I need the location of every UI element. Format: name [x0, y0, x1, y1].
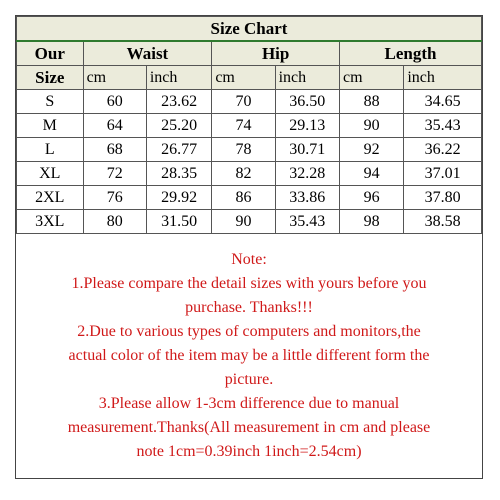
length-inch: 36.22	[404, 138, 482, 162]
hip-inch: 33.86	[275, 186, 339, 210]
length-inch: 37.80	[404, 186, 482, 210]
table-header-row	[17, 41, 482, 66]
length-cm: 90	[339, 114, 403, 138]
hip-inch: 29.13	[275, 114, 339, 138]
unit-cell: cm	[339, 66, 403, 90]
note-section	[16, 248, 482, 464]
table-title: Size Chart	[17, 17, 482, 42]
waist-inch: 31.50	[146, 210, 211, 234]
size-label: S	[17, 90, 84, 114]
note-line: measurement.Thanks(All measurement in cm and please	[67, 419, 431, 436]
table-row	[17, 186, 482, 210]
note-line: note 1cm=0.39inch 1inch=2.54cm)	[136, 443, 362, 460]
note-line: picture.	[224, 371, 274, 388]
header-our-size-line2: Size	[17, 66, 84, 90]
hip-inch: 35.43	[275, 210, 339, 234]
table-row	[17, 90, 482, 114]
size-label: XL	[17, 162, 84, 186]
table-row	[17, 138, 482, 162]
table-title-row	[17, 17, 482, 42]
hip-cm: 78	[212, 138, 275, 162]
length-cm: 94	[339, 162, 403, 186]
note-line: purchase. Thanks!!!	[185, 299, 313, 316]
unit-cell: inch	[146, 66, 211, 90]
table-row	[17, 162, 482, 186]
unit-cell: inch	[404, 66, 482, 90]
waist-cm: 76	[83, 186, 146, 210]
size-label: M	[17, 114, 84, 138]
table-units-row	[17, 66, 482, 90]
length-inch: 34.65	[404, 90, 482, 114]
length-cm: 88	[339, 90, 403, 114]
unit-cell: inch	[275, 66, 339, 90]
waist-inch: 29.92	[146, 186, 211, 210]
table-row	[17, 114, 482, 138]
hip-cm: 82	[212, 162, 275, 186]
hip-cm: 86	[212, 186, 275, 210]
hip-inch: 36.50	[275, 90, 339, 114]
hip-cm: 90	[212, 210, 275, 234]
note-line: 1.Please compare the detail sizes with yours before you	[71, 275, 427, 292]
note-line: 2.Due to various types of computers and monitors,the	[77, 323, 421, 340]
length-cm: 96	[339, 186, 403, 210]
note-line: 3.Please allow 1-3cm difference due to manual	[98, 395, 400, 412]
header-waist: Waist	[83, 41, 212, 66]
hip-inch: 30.71	[275, 138, 339, 162]
waist-inch: 23.62	[146, 90, 211, 114]
length-cm: 98	[339, 210, 403, 234]
note-heading: Note:	[231, 251, 267, 268]
size-chart-table	[16, 16, 482, 234]
hip-cm: 70	[212, 90, 275, 114]
length-inch: 35.43	[404, 114, 482, 138]
waist-cm: 72	[83, 162, 146, 186]
size-label: L	[17, 138, 84, 162]
hip-inch: 32.28	[275, 162, 339, 186]
waist-inch: 26.77	[146, 138, 211, 162]
header-hip: Hip	[212, 41, 340, 66]
waist-cm: 68	[83, 138, 146, 162]
length-inch: 37.01	[404, 162, 482, 186]
waist-inch: 25.20	[146, 114, 211, 138]
table-row	[17, 210, 482, 234]
length-inch: 38.58	[404, 210, 482, 234]
header-length: Length	[339, 41, 481, 66]
size-label: 3XL	[17, 210, 84, 234]
header-our-size: Our	[17, 41, 84, 66]
size-label: 2XL	[17, 186, 84, 210]
waist-inch: 28.35	[146, 162, 211, 186]
hip-cm: 74	[212, 114, 275, 138]
length-cm: 92	[339, 138, 403, 162]
size-chart-panel	[15, 15, 483, 479]
unit-cell: cm	[83, 66, 146, 90]
unit-cell: cm	[212, 66, 275, 90]
note-line: actual color of the item may be a little different form the	[68, 347, 430, 364]
waist-cm: 80	[83, 210, 146, 234]
waist-cm: 60	[83, 90, 146, 114]
waist-cm: 64	[83, 114, 146, 138]
